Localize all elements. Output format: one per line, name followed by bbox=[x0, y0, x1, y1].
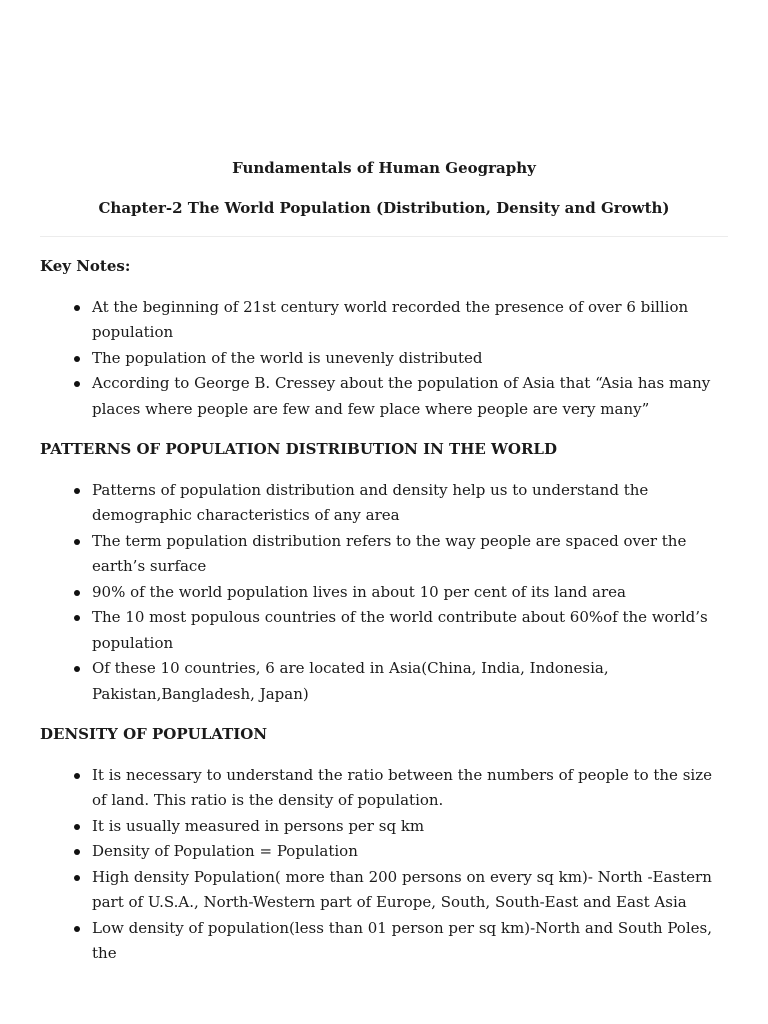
list-item: Density of Population = Population bbox=[92, 839, 730, 865]
section-heading-key-notes: Key Notes: bbox=[40, 257, 131, 275]
list-item: It is usually measured in persons per sq km bbox=[92, 814, 730, 840]
section-heading-patterns: PATTERNS OF POPULATION DISTRIBUTION IN THE WORLD bbox=[40, 440, 557, 458]
list-item: The 10 most populous countries of the world contribute about 60%of the world’s population bbox=[92, 605, 730, 656]
chapter-title: Chapter-2 The World Population (Distribution, Density and Growth) bbox=[98, 199, 670, 217]
key-notes-list bbox=[40, 295, 730, 423]
list-item: Low density of population(less than 01 person per sq km)-North and South Poles, the bbox=[92, 916, 730, 967]
list-item: High density Population( more than 200 persons on every sq km)- North -Eastern part of U.S.A., North-Western part of Europe, South, South-East and East Asia bbox=[92, 865, 730, 916]
list-item: Of these 10 countries, 6 are located in Asia(China, India, Indonesia, Pakistan,Bangladesh, Japan) bbox=[92, 656, 730, 707]
patterns-list bbox=[40, 478, 730, 708]
list-item: It is necessary to understand the ratio between the numbers of people to the size of land. This ratio is the density of population. bbox=[92, 763, 730, 814]
list-item: At the beginning of 21st century world recorded the presence of over 6 billion population bbox=[92, 295, 730, 346]
list-item: The term population distribution refers to the way people are spaced over the earth’s surface bbox=[92, 529, 730, 580]
density-list bbox=[40, 763, 730, 967]
list-item: Patterns of population distribution and density help us to understand the demographic characteristics of any area bbox=[92, 478, 730, 529]
divider bbox=[40, 236, 728, 237]
list-item: 90% of the world population lives in about 10 per cent of its land area bbox=[92, 580, 730, 606]
list-item: According to George B. Cressey about the population of Asia that “Asia has many places where people are few and few place where people are very many” bbox=[92, 371, 730, 422]
section-heading-density: DENSITY OF POPULATION bbox=[40, 725, 268, 743]
document-body bbox=[40, 254, 730, 982]
list-item: The population of the world is unevenly distributed bbox=[92, 346, 730, 372]
document-title: Fundamentals of Human Geography bbox=[232, 159, 536, 177]
